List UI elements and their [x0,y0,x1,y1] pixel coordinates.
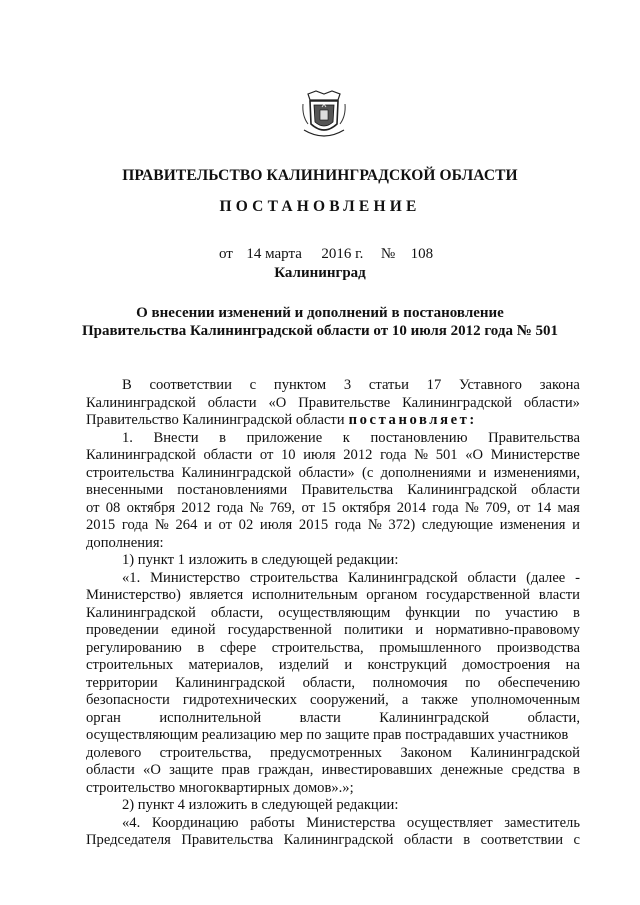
body-line [86,640,580,658]
body-word: обеспечению [497,674,580,691]
body-word: 15 [321,499,336,516]
body-line [86,552,580,570]
body-word: 1) пункт 1 изложить в следующей редакции: [122,552,399,568]
body-line [86,762,580,780]
body-word: 709, [485,499,511,516]
body-line [86,832,580,850]
body-word: постановлениями [177,482,288,498]
body-word: пунктом [273,377,327,393]
body-word: нормативно-правовому [435,622,580,638]
body-word: (далее [526,569,566,586]
body-word: октября [342,499,391,516]
body-word: Калининградской [379,709,490,726]
subject-line-2: Правительства Калининградской области от 10 июля 2012 года № 501 [81,323,559,339]
body-word: в [573,762,580,778]
body-word: 14 [536,499,552,516]
body-word: от [86,499,100,516]
body-word: Калининградской [283,832,394,848]
body-word: Калининградской [86,604,196,621]
body-word: дополнениями [380,464,472,481]
body-word: 02 [238,517,254,533]
body-word: строительства, [271,639,364,656]
body-line [86,482,580,500]
body-word: является [189,587,244,603]
body-word: 3 [343,377,352,393]
body-word: дополнения: [86,534,164,551]
body-word: проведении [86,622,159,638]
body-word: Калининградской [470,744,580,761]
body-word: Министерство) [86,587,181,603]
body-word: области [86,762,135,778]
body-word: Калининградской [181,464,292,481]
body-word: функции [405,604,461,621]
body-word: внесенными [86,482,164,498]
body-word: к [342,429,350,446]
body-line [86,815,580,833]
body-line [86,535,580,553]
body-word: изменениями, [493,464,580,481]
body-word: области [207,394,257,411]
body-word: Калининградской [402,394,512,411]
body-word: и [344,657,353,673]
body-word: от [516,499,531,516]
body-word: 2012 [343,447,373,463]
body-line [86,657,580,675]
body-word: постановлению [370,429,468,446]
body-word: заместитель [504,814,580,831]
body-line [86,692,580,710]
body-word: инвестировавших [321,762,433,778]
body-word: безопасности [86,692,170,708]
decides-word: постановляет: [348,412,477,428]
body-word: регулированию [86,639,182,656]
date-line [219,246,433,263]
body-word: Калининградской [175,674,286,691]
body-word: № [154,517,169,533]
body-word: 1. [122,429,133,446]
body-word: 17 [426,377,442,393]
body-word: материалов, [188,657,264,673]
body-word: года [216,499,244,516]
body-word: строительства, [159,744,252,761]
body-word: в [219,429,227,446]
document-type: ПОСТАНОВЛЕНИЕ [219,198,421,215]
body-word: прав [221,762,250,778]
body-word: июля [259,517,293,533]
body-word: домостроения [462,657,551,673]
body-word: и [415,622,424,638]
body-word: области [403,832,453,848]
body-word: приложение [246,429,323,446]
body-word: полномочия [372,674,448,691]
body-word: Законом [400,744,452,761]
body-word: долевого [86,744,142,761]
body-word: В [122,377,132,393]
body-word: 2012 [181,499,211,516]
body-word: орган [86,709,121,726]
body-word: осуществляет [406,814,493,831]
body-word: средства [511,762,565,778]
body-word: защите [169,762,214,778]
body-word: Калининградской [86,447,196,463]
body-word: промышленного [379,639,482,656]
body-word: осуществляющим [278,604,391,621]
body-word: Министерстве [490,447,580,463]
body-word: 501 [435,447,458,463]
body-word: «О [143,762,161,778]
body-word: № [367,517,382,533]
body-word: «4. [122,814,141,831]
body-word: закона [539,377,580,393]
body-word: статьи [368,377,409,393]
number-sign: № [380,246,396,262]
body-word: следующие [421,517,494,533]
body-word: исполнительным [251,587,358,603]
body-word: граждан, [258,762,314,778]
body-line [86,622,580,640]
body-word: Правительства [488,429,580,446]
body-line [86,797,580,815]
body-word: Калининградской [86,394,196,411]
date-day-month: 14 марта [246,246,302,262]
body-word: изменения [499,517,566,533]
body-word: октября [126,499,176,516]
body-word: Правительстве [298,394,391,411]
body-word: № [464,499,479,516]
body-word: 372) [388,517,416,533]
body-word: года [380,447,407,463]
body-word: строительства [86,464,175,481]
body-word: органом [366,587,418,603]
body-word: мая [557,499,580,516]
body-line [86,710,580,728]
body-word: власти [299,709,341,726]
document-body [86,377,580,850]
body-word: области [467,569,517,586]
body-word: власти [538,587,580,603]
body-word: Министерства [306,814,396,831]
body-word: области, [210,604,264,621]
body-word: 2) пункт 4 изложить в следующей редакции: [122,797,399,813]
body-word: политики [344,622,404,638]
body-word: Калининградской [407,482,518,498]
body-word: 769, [269,499,296,516]
body-word: 264 [175,517,198,533]
body-word: по [475,604,491,621]
body-word: Председателя [86,832,171,848]
body-word: 2014 [396,499,426,516]
body-word: конструкций [367,657,447,673]
body-word: Внести [153,429,199,446]
body-word: года [432,499,459,516]
body-word: от [259,447,274,463]
government-title: ПРАВИТЕЛЬСТВО КАЛИНИНГРАДСКОЙ ОБЛАСТИ [122,167,518,184]
body-word: области, [302,674,356,691]
body-line [86,465,580,483]
body-word: Уставного [458,377,522,393]
body-word: участию [505,604,558,621]
body-line [86,587,580,605]
body-line [86,727,580,745]
body-word: также [421,692,458,708]
body-word: в [463,832,471,848]
body-word: государственной [227,622,332,638]
body-word: года [334,517,362,533]
body-line [86,447,580,465]
body-word: исполнительной [159,709,262,726]
body-word: Правительства [181,832,274,848]
body-word: Правительства [301,482,394,498]
body-word: осуществляющим реализацию мер по защите прав пострадавших участников [86,727,569,743]
body-word: от [218,517,232,533]
body-word: области, [527,709,580,726]
body-line [86,377,580,395]
body-word: по [465,674,481,691]
body-line [86,780,580,798]
body-word: в [573,604,580,621]
body-word: № [414,447,429,463]
date-year: 2016 г. [321,246,364,262]
body-word: сооружений, [310,692,389,708]
body-word: денежные [440,762,504,778]
body-word: (с [362,464,374,481]
body-word: года [121,517,149,533]
body-word: и [478,464,487,481]
body-word: территории [86,674,158,691]
body-word: с [249,377,257,393]
body-line [86,570,580,588]
body-word: «1. [122,569,141,586]
body-line [86,517,580,535]
body-word: в [197,639,205,656]
subject-line-1: О внесении изменений и дополнений в постановление [136,305,504,321]
body-word: строительных [86,657,174,673]
body-word: гидротехнических [182,692,297,708]
body-word: строительство многоквартирных домов».»; [86,779,354,796]
body-word: № [249,499,264,516]
body-word: Министерство [150,569,241,586]
body-line [86,500,580,518]
body-line [86,395,580,413]
body-word: области [203,447,253,463]
document-number: 108 [410,246,434,262]
body-word: и [572,517,580,533]
body-word: июля [303,447,336,463]
body-word: строительства [249,569,339,586]
body-word: соответствии [480,832,564,848]
body-line [86,430,580,448]
body-line [86,412,580,430]
body-line [86,675,580,693]
body-word: сфере [219,639,257,656]
date-prefix: от [219,246,233,262]
body-word: с [573,832,580,848]
body-word: от [301,499,315,516]
body-word: Правительство Калининградской области [86,412,345,428]
body-word: Координацию [151,814,239,831]
body-word: а [401,692,409,708]
body-word: - [575,569,580,586]
body-word: 2015 [86,517,116,533]
body-word: 10 [281,447,296,463]
body-word: области [531,482,580,498]
body-word: 2015 [298,517,329,533]
body-line [86,605,580,623]
body-word: «О [465,447,484,463]
body-word: государственной [426,587,531,603]
body-word: «О [268,394,287,411]
body-word: Калининградской [347,569,458,586]
body-line [86,745,580,763]
city: Калининград [274,265,366,281]
body-word: производства [496,639,580,656]
coat-of-arms-emblem [300,90,348,140]
body-word: соответствии [149,377,232,393]
body-word: работы [250,814,295,831]
body-word: 08 [105,499,121,516]
body-word: изделий [278,657,329,673]
body-word: уполномоченным [471,692,580,708]
body-word: области» [523,394,580,411]
body-word: области» [298,464,355,481]
body-word: и [204,517,212,533]
body-word: единой [171,622,216,638]
body-word: предусмотренных [269,744,382,761]
body-word: на [565,657,580,673]
